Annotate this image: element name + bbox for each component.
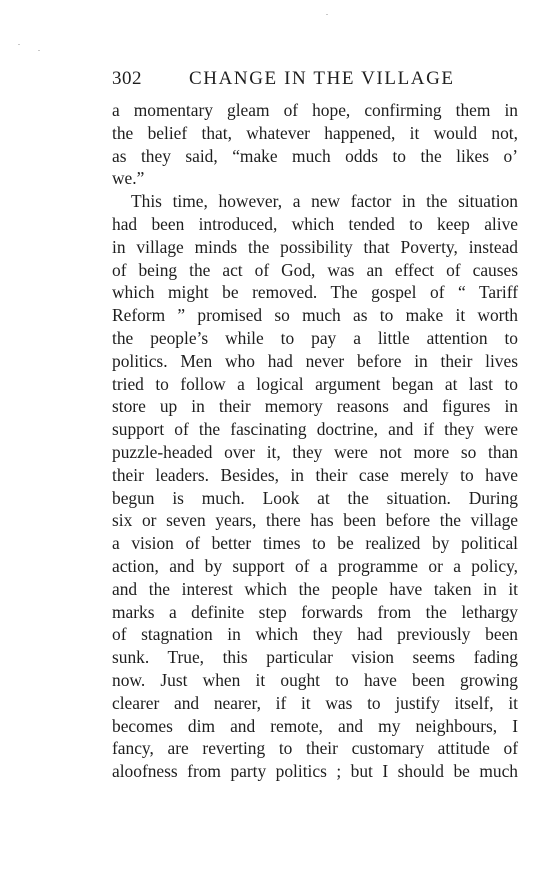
text-line: now. Just when it ought to have been growing — [112, 669, 518, 690]
text-line: puzzle-headed over it, they were not more so than — [112, 441, 518, 462]
text-line: action, and by support of a programme or a policy, — [112, 555, 518, 576]
text-line: six or seven years, there has been before the village — [112, 510, 518, 531]
text-line: which might be removed. The gospel of “ Tariff — [112, 282, 518, 303]
text-line: we.” — [112, 168, 145, 189]
text-line: of being the act of God, was an effect of causes — [112, 259, 518, 280]
text-line: marks a definite step forwards from the lethargy — [112, 601, 518, 622]
text-line: aloofness from party politics ; but I should be much — [112, 761, 518, 782]
text-line: and the interest which the people have taken in it — [112, 578, 518, 599]
text-line: the belief that, whatever happened, it would not, — [112, 122, 518, 143]
text-line: store up in their memory reasons and figures in — [112, 396, 518, 417]
text-line: of stagnation in which they had previously been — [112, 624, 518, 645]
text-line: as they said, “make much odds to the likes o’ — [112, 145, 518, 166]
text-line: their leaders. Besides, in their case merely to have — [112, 464, 518, 485]
text-line: begun is much. Look at the situation. During — [112, 487, 518, 508]
paper-speck — [38, 50, 40, 51]
page-header — [112, 68, 516, 92]
text-line: in village minds the possibility that Poverty, instead — [112, 236, 518, 257]
text-line: fancy, are reverting to their customary attitude of — [112, 738, 518, 759]
text-line: This time, however, a new factor in the situation — [131, 191, 518, 212]
text-line: a vision of better times to be realized by political — [112, 533, 518, 554]
text-line: had been introduced, which tended to keep alive — [112, 213, 518, 234]
paper-speck — [18, 44, 20, 45]
text-line: support of the fascinating doctrine, and if they were — [112, 419, 518, 440]
text-line: politics. Men who had never before in their lives — [112, 350, 518, 371]
text-line: a momentary gleam of hope, confirming them in — [112, 100, 518, 120]
text-line: becomes dim and remote, and my neighbours, I — [112, 715, 518, 736]
text-line: sunk. True, this particular vision seems fading — [112, 647, 518, 668]
page-number: 302 — [112, 68, 142, 89]
text-line: Reform ” promised so much as to make it worth — [112, 305, 518, 326]
body-text — [112, 99, 518, 783]
text-line: tried to follow a logical argument began at last to — [112, 373, 518, 394]
paper-speck — [326, 14, 328, 15]
running-head: CHANGE IN THE VILLAGE — [189, 68, 455, 89]
text-line: the people’s while to pay a little attention to — [112, 327, 518, 348]
text-line: clearer and nearer, if it was to justify itself, it — [112, 692, 518, 713]
